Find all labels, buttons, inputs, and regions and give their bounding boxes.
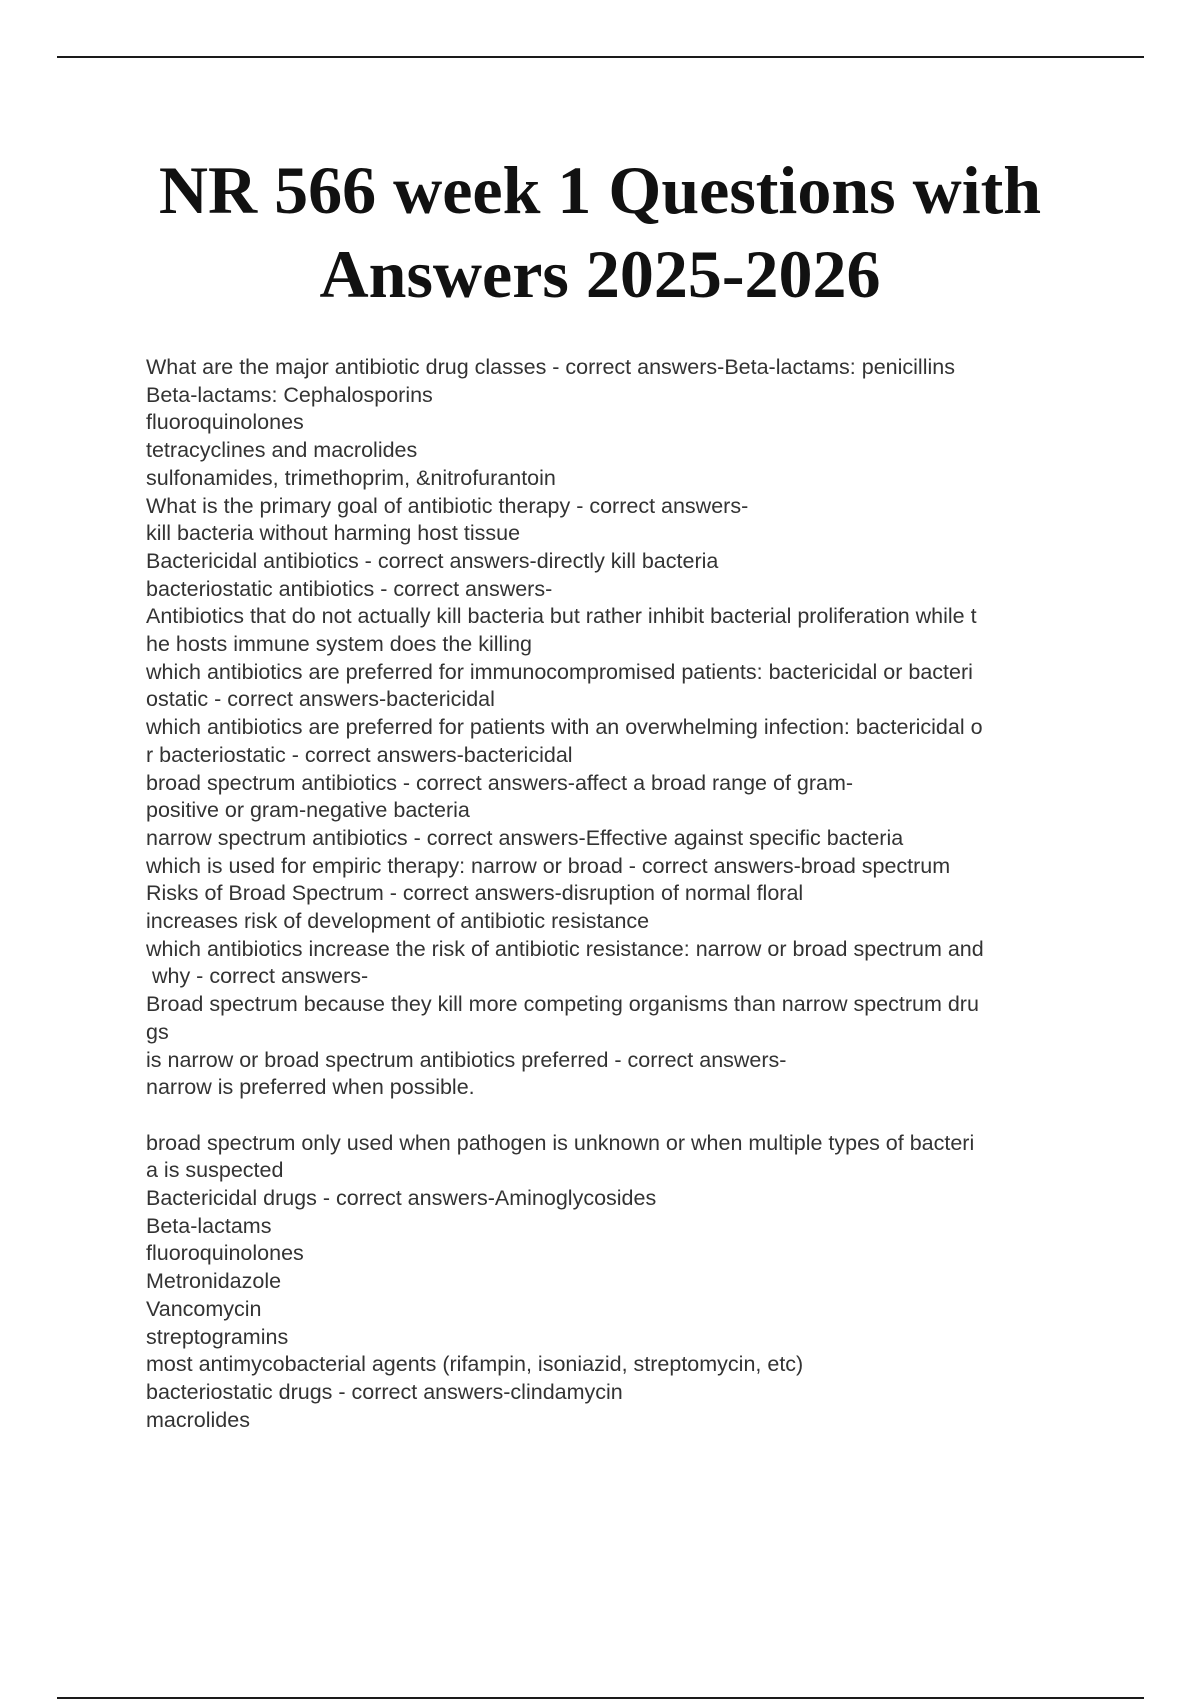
text-line: Beta-lactams <box>146 1213 272 1238</box>
text-line: kill bacteria without harming host tissue <box>146 521 521 546</box>
text-line: bacteriostatic drugs - correct answers-clindamycin <box>146 1380 623 1404</box>
text-line: Bactericidal drugs - correct answers-Aminoglycosides <box>146 1186 657 1211</box>
title-line-2: Answers 2025-2026 <box>319 236 881 312</box>
text-line: which antibiotics are preferred for patients with an overwhelming infection: bactericidal o <box>146 715 983 740</box>
text-line: What is the primary goal of antibiotic therapy - correct answers- <box>146 493 749 518</box>
text-line: sulfonamides, trimethoprim, &nitrofurantoin <box>146 465 556 490</box>
text-line: tetracyclines and macrolides <box>146 438 418 463</box>
text-line: which antibiotics increase the risk of antibiotic resistance: narrow or broad spectrum and <box>146 936 984 961</box>
text-line: increases risk of development of antibiotic resistance <box>146 909 650 934</box>
text-line: positive or gram-negative bacteria <box>146 798 470 823</box>
text-line: Risks of Broad Spectrum - correct answers-disruption of normal floral <box>146 881 804 906</box>
text-line: bacteriostatic antibiotics - correct answers- <box>146 576 553 601</box>
text-line: narrow is preferred when possible. <box>146 1075 475 1100</box>
text-line: Bactericidal antibiotics - correct answers-directly kill bacteria <box>146 548 719 573</box>
title-line-1: NR 566 week 1 Questions with <box>158 152 1042 228</box>
text-line: narrow spectrum antibiotics - correct answers-Effective against specific bacteria <box>146 825 904 850</box>
text-line: broad spectrum only used when pathogen is unknown or when multiple types of bacteri <box>146 1130 975 1155</box>
text-line: which is used for empiric therapy: narrow or broad - correct answers-broad spectrum <box>146 853 951 878</box>
text-line: which antibiotics are preferred for immunocompromised patients: bactericidal or bacteri <box>146 659 973 684</box>
text-line: ostatic - correct answers-bactericidal <box>146 687 495 712</box>
text-line: broad spectrum antibiotics - correct answers-affect a broad range of gram- <box>146 770 854 795</box>
text-line: is narrow or broad spectrum antibiotics preferred - correct answers- <box>146 1047 787 1072</box>
text-line: a is suspected <box>146 1158 284 1183</box>
text-line: gs <box>146 1019 169 1044</box>
text-line: Metronidazole <box>146 1269 282 1294</box>
text-line: Antibiotics that do not actually kill bacteria but rather inhibit bacterial proliferation while t <box>146 604 977 629</box>
text-line: Beta-lactams: Cephalosporins <box>146 382 433 407</box>
bottom-rule <box>57 1697 1144 1699</box>
text-line: most antimycobacterial agents (rifampin, isoniazid, streptomycin, etc) <box>146 1352 804 1377</box>
text-line: What are the major antibiotic drug classes - correct answers-Beta-lactams: penicillins <box>146 355 955 379</box>
text-line: why - correct answers- <box>146 964 369 989</box>
text-line: r bacteriostatic - correct answers-bactericidal <box>146 742 573 767</box>
top-rule <box>57 56 1144 58</box>
page-title <box>80 148 1120 316</box>
text-line: he hosts immune system does the killing <box>146 632 532 657</box>
text-line: fluoroquinolones <box>146 410 304 435</box>
document-body <box>146 354 1086 1434</box>
text-line: streptogramins <box>146 1324 289 1349</box>
text-line: fluoroquinolones <box>146 1241 304 1266</box>
text-line: macrolides <box>146 1407 250 1432</box>
text-line: Broad spectrum because they kill more competing organisms than narrow spectrum dru <box>146 992 979 1017</box>
blank-line <box>146 1102 1086 1130</box>
text-line: Vancomycin <box>146 1296 262 1321</box>
